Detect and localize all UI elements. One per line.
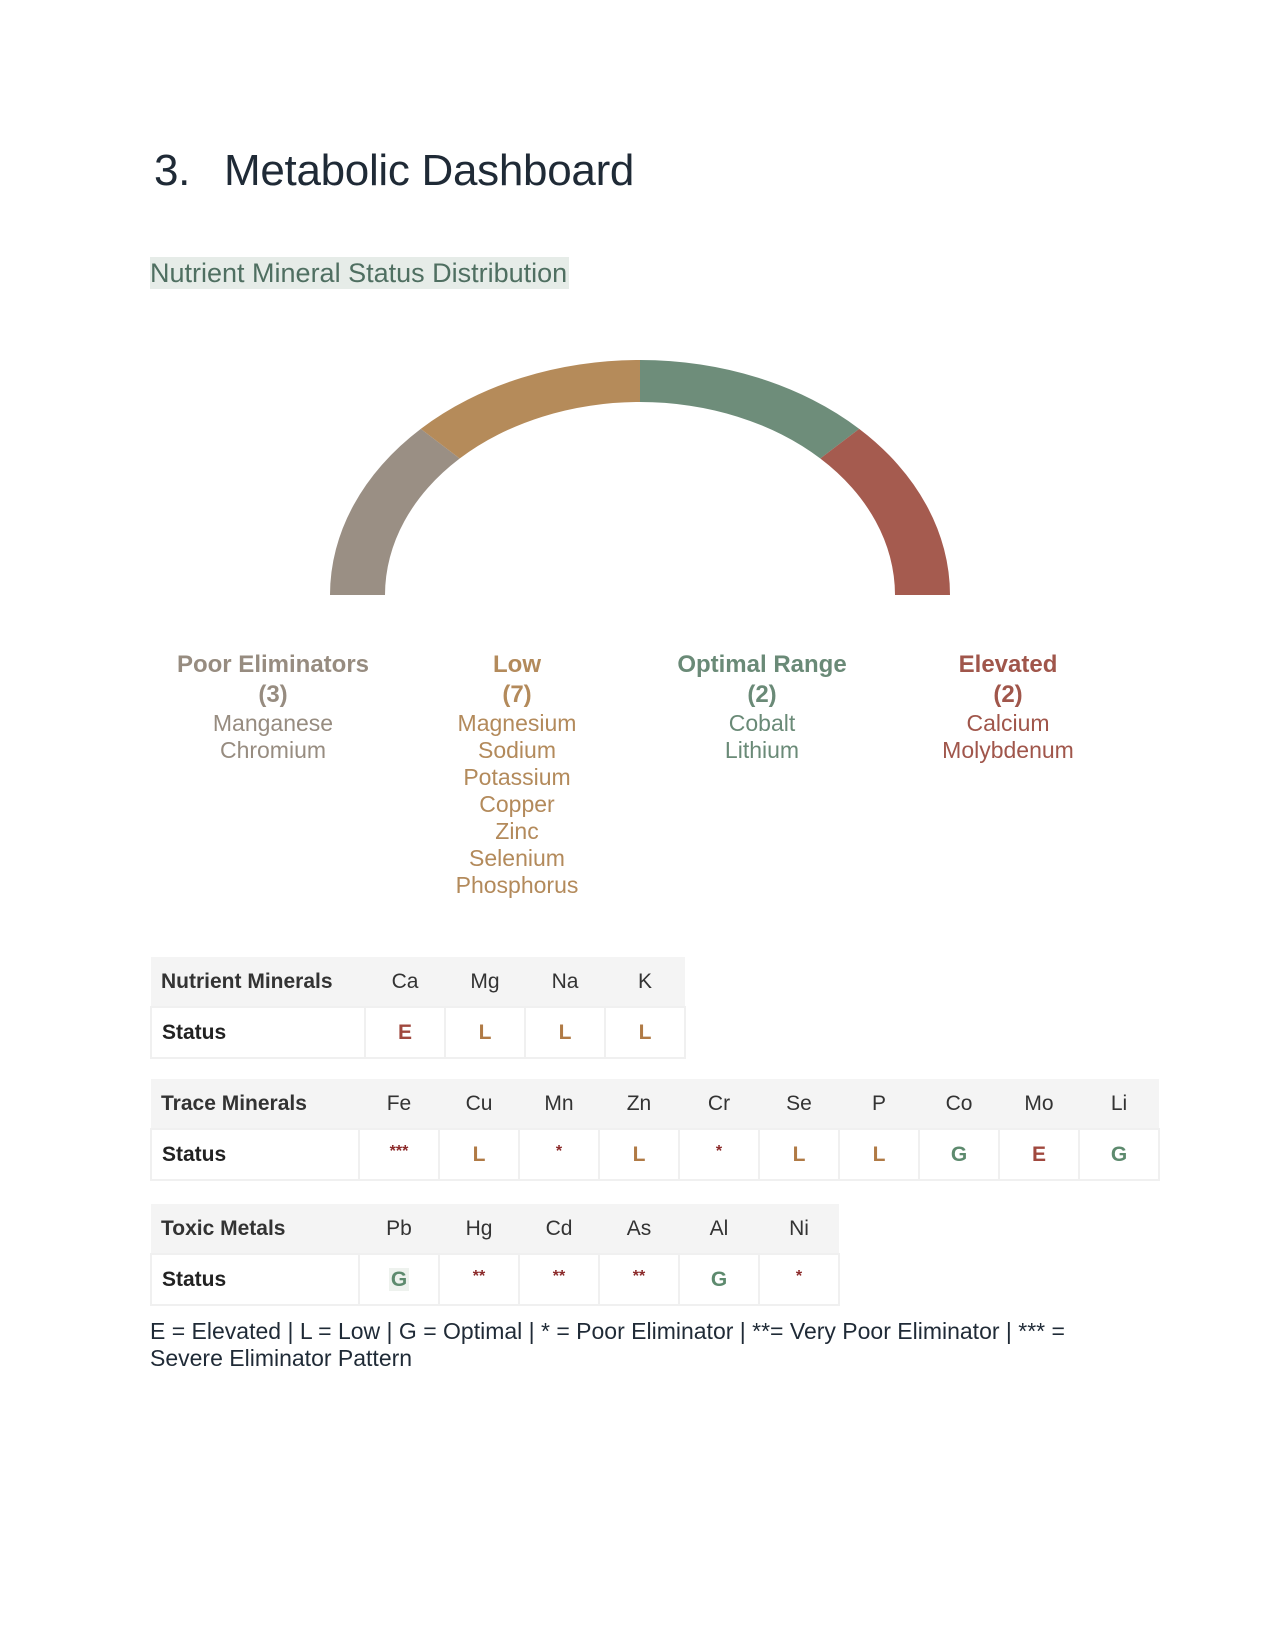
status-cell bbox=[519, 1254, 599, 1305]
legend-item: Copper bbox=[479, 791, 555, 817]
gauge-segment-optimal bbox=[640, 360, 859, 459]
table-row bbox=[151, 1254, 839, 1305]
status-value: L bbox=[472, 1142, 486, 1166]
status-value: * bbox=[795, 1267, 803, 1285]
legend-heading: Elevated bbox=[958, 651, 1058, 678]
status-cell bbox=[599, 1254, 679, 1305]
status-cell bbox=[439, 1254, 519, 1305]
element-symbol: Cr bbox=[679, 1079, 759, 1129]
element-symbol: Fe bbox=[359, 1079, 439, 1129]
element-symbol: Co bbox=[919, 1079, 999, 1129]
element-symbol: Cd bbox=[519, 1204, 599, 1254]
element-symbol: Li bbox=[1079, 1079, 1159, 1129]
status-cell bbox=[759, 1129, 839, 1180]
status-value: E bbox=[1031, 1142, 1046, 1166]
status-cell bbox=[919, 1129, 999, 1180]
legend-heading: Optimal Range bbox=[677, 651, 847, 678]
status-cell bbox=[605, 1007, 685, 1058]
status-gauge-chart bbox=[0, 0, 1275, 650]
legend-group-low bbox=[397, 650, 637, 899]
table-row bbox=[151, 1007, 685, 1058]
element-symbol: Mo bbox=[999, 1079, 1079, 1129]
table-header-row bbox=[151, 1204, 839, 1254]
element-symbol: Mg bbox=[445, 957, 525, 1007]
status-value: L bbox=[872, 1142, 886, 1166]
legend-item: Selenium bbox=[469, 845, 565, 871]
status-cell bbox=[1079, 1129, 1159, 1180]
trace-minerals-table bbox=[150, 1079, 1160, 1181]
status-cell bbox=[439, 1129, 519, 1180]
status-value: ** bbox=[552, 1267, 566, 1285]
status-value: L bbox=[478, 1020, 492, 1044]
legend-item: Chromium bbox=[219, 737, 327, 763]
section-number: 3. bbox=[154, 146, 191, 195]
status-cell bbox=[839, 1129, 919, 1180]
legend-group-elevated bbox=[888, 650, 1128, 764]
element-symbol: Ni bbox=[759, 1204, 839, 1254]
legend-item: Potassium bbox=[463, 764, 571, 790]
table-group-label: Nutrient Minerals bbox=[151, 957, 365, 1007]
status-value: L bbox=[632, 1142, 646, 1166]
status-value: E bbox=[397, 1020, 412, 1044]
gauge-segment-low bbox=[421, 360, 640, 459]
status-row-label: Status bbox=[151, 1254, 359, 1305]
status-value: G bbox=[1110, 1142, 1128, 1166]
nutrient-minerals-table bbox=[150, 957, 686, 1059]
legend-heading: Low bbox=[493, 651, 541, 678]
chart-subtitle: Nutrient Mineral Status Distribution bbox=[150, 258, 568, 288]
status-cell bbox=[359, 1254, 439, 1305]
toxic-metals-table bbox=[150, 1204, 840, 1306]
legend-item: Lithium bbox=[724, 737, 800, 763]
legend-group-optimal bbox=[642, 650, 882, 764]
status-value: G bbox=[710, 1267, 728, 1291]
table-header-row bbox=[151, 1079, 1159, 1129]
gauge-segment-elevated bbox=[820, 429, 950, 595]
table-group-label: Toxic Metals bbox=[151, 1204, 359, 1254]
status-key-legend: E = Elevated | L = Low | G = Optimal | * = Poor Eliminator | **= Very Poor Eliminator | *** = Severe Eliminator Pattern bbox=[150, 1318, 1065, 1371]
status-cell bbox=[365, 1007, 445, 1058]
legend-count: (3) bbox=[258, 681, 288, 708]
status-value: * bbox=[715, 1142, 723, 1160]
element-symbol: As bbox=[599, 1204, 679, 1254]
element-symbol: P bbox=[839, 1079, 919, 1129]
status-value: G bbox=[390, 1267, 408, 1291]
legend-item: Magnesium bbox=[457, 710, 577, 736]
status-value: L bbox=[792, 1142, 806, 1166]
status-cell bbox=[679, 1129, 759, 1180]
status-cell bbox=[999, 1129, 1079, 1180]
status-value: L bbox=[638, 1020, 652, 1044]
element-symbol: Mn bbox=[519, 1079, 599, 1129]
status-cell bbox=[445, 1007, 525, 1058]
status-cell bbox=[519, 1129, 599, 1180]
status-value: ** bbox=[472, 1267, 486, 1285]
status-row-label: Status bbox=[151, 1129, 359, 1180]
element-symbol: Zn bbox=[599, 1079, 679, 1129]
element-symbol: Ca bbox=[365, 957, 445, 1007]
status-row-label: Status bbox=[151, 1007, 365, 1058]
status-cell bbox=[525, 1007, 605, 1058]
element-symbol: Cu bbox=[439, 1079, 519, 1129]
legend-item: Cobalt bbox=[728, 710, 796, 736]
legend-count: (7) bbox=[502, 681, 532, 708]
table-group-label: Trace Minerals bbox=[151, 1079, 359, 1129]
status-value: G bbox=[950, 1142, 968, 1166]
table-row bbox=[151, 1129, 1159, 1180]
legend-group-poor bbox=[153, 650, 393, 764]
gauge-segment-poor bbox=[330, 429, 460, 595]
legend-count: (2) bbox=[747, 681, 777, 708]
legend-item: Sodium bbox=[478, 737, 556, 763]
legend-count: (2) bbox=[993, 681, 1023, 708]
element-symbol: Al bbox=[679, 1204, 759, 1254]
element-symbol: Na bbox=[525, 957, 605, 1007]
legend-item: Zinc bbox=[495, 818, 539, 844]
legend-heading: Poor Eliminators bbox=[176, 651, 370, 678]
status-value: *** bbox=[389, 1142, 409, 1160]
status-cell bbox=[359, 1129, 439, 1180]
status-cell bbox=[599, 1129, 679, 1180]
status-value: ** bbox=[632, 1267, 646, 1285]
legend-item: Manganese bbox=[212, 710, 334, 736]
element-symbol: Pb bbox=[359, 1204, 439, 1254]
status-value: * bbox=[555, 1142, 563, 1160]
section-title-text: Metabolic Dashboard bbox=[224, 146, 635, 195]
table-header-row bbox=[151, 957, 685, 1007]
status-value: L bbox=[558, 1020, 572, 1044]
element-symbol: Hg bbox=[439, 1204, 519, 1254]
legend-item: Phosphorus bbox=[455, 872, 579, 898]
element-symbol: K bbox=[605, 957, 685, 1007]
legend-item: Calcium bbox=[966, 710, 1050, 736]
legend-item: Molybdenum bbox=[942, 737, 1074, 763]
element-symbol: Se bbox=[759, 1079, 839, 1129]
status-cell bbox=[759, 1254, 839, 1305]
status-cell bbox=[679, 1254, 759, 1305]
